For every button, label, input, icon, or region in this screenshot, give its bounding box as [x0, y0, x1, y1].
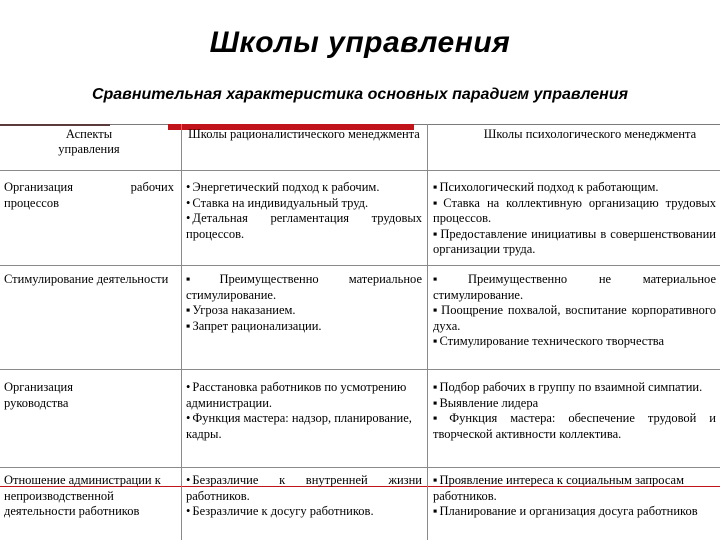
- row1-aspect: Организация рабочих процессов: [4, 180, 174, 210]
- header-aspects: Аспекты управления: [58, 127, 120, 156]
- list-item: ▪ Предоставление инициативы в совершенствовании организации труда.: [433, 226, 716, 256]
- row4-psych: [433, 473, 716, 520]
- bullet-dot-icon: •: [186, 473, 191, 487]
- bullet-dot-icon: •: [186, 195, 191, 210]
- page-subtitle: Сравнительная характеристика основных парадигм управления: [91, 86, 629, 103]
- bullet-square-icon: ▪: [433, 180, 438, 194]
- bullet-dot-icon: •: [186, 504, 191, 518]
- list-item: ▪ Преимущественно материальное стимулирование.: [186, 272, 422, 302]
- bullet-square-icon: ▪: [433, 334, 438, 348]
- list-item: ▪ Психологический подход к работающим.: [433, 180, 659, 194]
- list-item: ▪ Планирование и организация досуга работников: [433, 504, 698, 518]
- row1-psych: [433, 180, 716, 258]
- bullet-square-icon: ▪: [433, 395, 438, 410]
- list-item: ▪ Проявление интереса к социальным запросам работников.: [433, 473, 684, 503]
- bullet-square-icon: ▪: [433, 411, 448, 425]
- list-item: ▪ Поощрение похвалой, воспитание корпоративного духа.: [433, 303, 716, 333]
- header-top-accent-dark: [0, 124, 110, 126]
- row3-rational: [186, 380, 422, 442]
- list-item: ▪ Угроза наказанием.: [186, 303, 296, 317]
- list-item: • Функция мастера: надзор, планирование, кадры.: [186, 411, 412, 441]
- row2-rational: [186, 272, 422, 334]
- list-item: • Энергетический подход к рабочим.: [186, 180, 380, 194]
- bullet-dot-icon: •: [186, 380, 191, 394]
- list-item: • Безразличие к внутренней жизни работников.: [186, 473, 422, 503]
- list-item: • Безразличие к досугу работников.: [186, 504, 374, 518]
- list-item: ▪ Функция мастера: обеспечение трудовой и творческой активности коллектива.: [433, 411, 716, 441]
- header-bottom-rule: [0, 170, 720, 171]
- list-item: ▪ Ставка на коллективную организацию трудовых процессов.: [433, 195, 716, 225]
- header-psych: Школы психологического менеджмента: [483, 127, 697, 141]
- page-title: Школы управления: [209, 26, 511, 59]
- bullet-dot-icon: •: [186, 411, 191, 425]
- row4-aspect: Отношение администрации к непроизводственной деятельности работников: [4, 473, 161, 518]
- row1-rational: [186, 180, 422, 242]
- column-divider-2: [427, 124, 428, 540]
- row2-psych: [433, 272, 716, 350]
- bullet-square-icon: ▪: [186, 318, 191, 333]
- bullet-dot-icon: •: [186, 180, 191, 194]
- bullet-square-icon: ▪: [186, 272, 218, 286]
- bullet-square-icon: ▪: [433, 303, 440, 317]
- bullet-dot-icon: •: [186, 211, 191, 225]
- list-item: • Детальная регламентация трудовых процессов.: [186, 211, 422, 241]
- list-item: ▪ Подбор рабочих в группу по взаимной симпатии.: [433, 380, 703, 394]
- list-item: ▪ Запрет рационализации.: [186, 318, 322, 333]
- bullet-square-icon: ▪: [433, 226, 439, 241]
- row3-psych: [433, 380, 716, 442]
- row4-rational: [186, 473, 422, 520]
- row3-bottom-rule: [0, 467, 720, 468]
- list-item: ▪ Выявление лидера: [433, 395, 539, 410]
- list-item: ▪ Преимущественно не материальное стимулирование.: [433, 272, 716, 302]
- header-rational: Школы рационалистического менеджмента: [188, 127, 420, 141]
- bullet-square-icon: ▪: [433, 504, 438, 518]
- bullet-square-icon: ▪: [433, 380, 438, 394]
- bullet-square-icon: ▪: [433, 473, 438, 487]
- bullet-square-icon: ▪: [433, 195, 442, 210]
- bullet-square-icon: ▪: [433, 272, 466, 286]
- list-item: • Расстановка работников по усмотрению администрации.: [186, 380, 407, 410]
- list-item: ▪ Стимулирование технического творчества: [433, 334, 665, 348]
- bullet-square-icon: ▪: [186, 303, 191, 317]
- row1-bottom-rule: [0, 265, 720, 266]
- row2-aspect: Стимулирование деятельности: [4, 272, 169, 286]
- row3-aspect: Организация руководства: [4, 380, 73, 410]
- row2-bottom-rule: [0, 369, 720, 370]
- column-divider-1: [181, 124, 182, 540]
- list-item: • Ставка на индивидуальный труд.: [186, 195, 369, 210]
